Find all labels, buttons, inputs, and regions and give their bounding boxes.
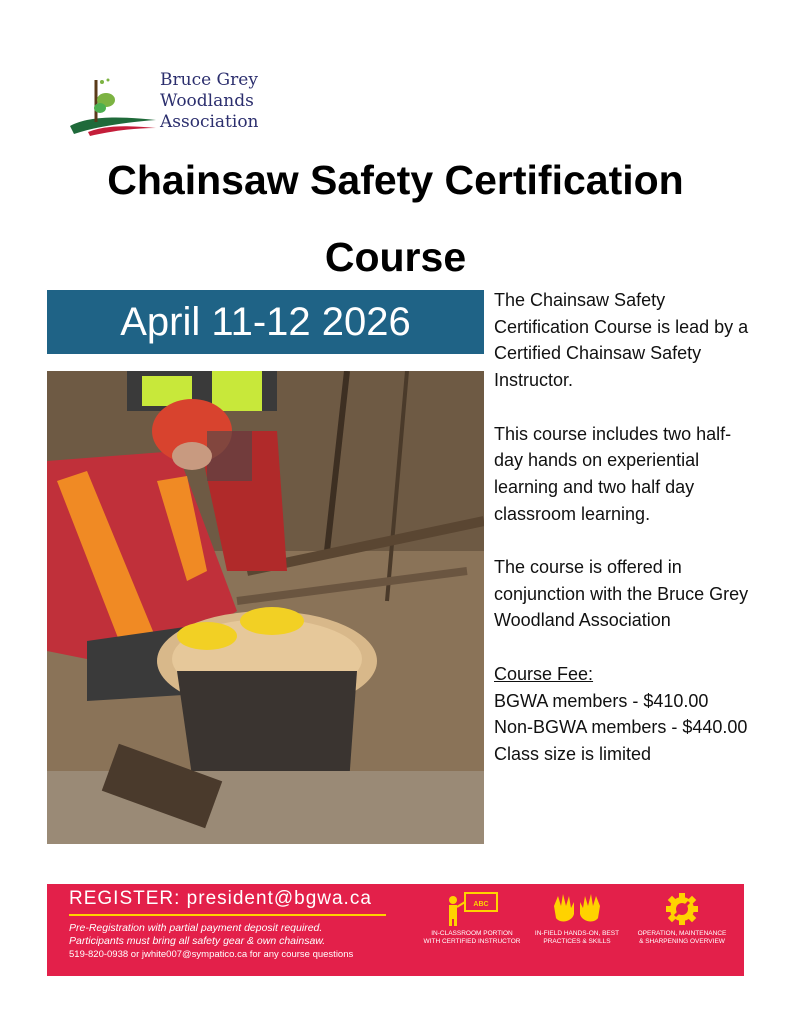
description-paragraph-2: This course includes two half-day hands on experiential learning and two half day classroom learning. [494, 423, 732, 524]
page-title-line-2: Course [324, 234, 467, 280]
class-size-note: Class size is limited [494, 743, 652, 764]
feature-hands-on [522, 892, 632, 946]
date-banner: April 11-12 2026 [47, 290, 484, 354]
page-title-line-1: Chainsaw Safety Certification [107, 157, 684, 203]
feature-maintenance-label-1: OPERATION, MAINTENANCE [637, 930, 727, 937]
description-paragraph-3: The course is offered in conjunction with the Bruce Grey Woodland Association [494, 557, 749, 631]
hands-icon [550, 892, 604, 926]
registration-footer [47, 884, 744, 976]
feature-hands-on-label-2: PRACTICES & SKILLS [543, 938, 611, 945]
register-email[interactable]: REGISTER: president@bgwa.ca [69, 888, 372, 909]
fee-members: BGWA members - $410.00 [494, 690, 709, 711]
logo-text [160, 70, 259, 133]
logo-line-3: Association [160, 112, 259, 132]
course-photo [47, 371, 484, 844]
logo-line-2: Woodlands [160, 91, 254, 111]
fee-non-members: Non-BGWA members - $440.00 [494, 717, 748, 738]
description-paragraph-1: The Chainsaw Safety Certification Course is lead by a Certified Chainsaw Safety Instructor. [494, 290, 749, 391]
feature-maintenance-label-2: & SHARPENING OVERVIEW [639, 938, 725, 945]
safety-gear-note: Participants must bring all safety gear & own chainsaw. [69, 935, 326, 947]
logo-line-1: Bruce Grey [160, 70, 258, 90]
feature-classroom-label-1: IN-CLASSROOM PORTION [431, 930, 513, 937]
course-fee-heading: Course Fee: [494, 663, 594, 684]
gear-wrench-icon [655, 892, 709, 926]
preregistration-note: Pre-Registration with partial payment deposit required. [69, 922, 323, 934]
course-description [494, 287, 754, 768]
contact-info: 519-820-0938 or jwhite007@sympatico.ca for any course questions [69, 949, 354, 960]
feature-hands-on-label-1: IN-FIELD HANDS-ON, BEST [534, 930, 620, 937]
tree-logo-icon [68, 72, 158, 142]
bgwa-logo [68, 66, 283, 146]
feature-maintenance [627, 892, 737, 946]
register-underline [69, 914, 386, 916]
feature-classroom-label-2: WITH CERTIFIED INSTRUCTOR [423, 938, 521, 945]
classroom-icon [445, 892, 499, 926]
feature-classroom [417, 892, 527, 946]
board-text: ABC [473, 901, 489, 908]
